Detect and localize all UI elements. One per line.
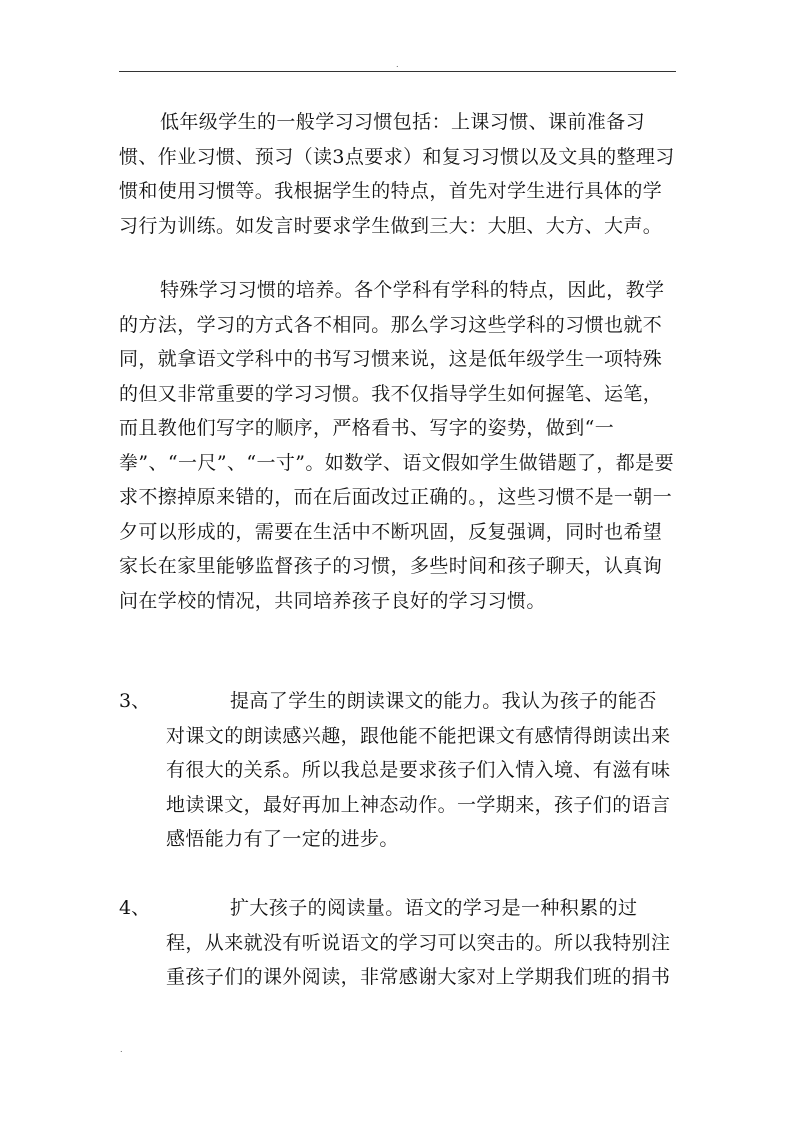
list-number: 4、 (119, 897, 151, 919)
list-number: 3、 (119, 690, 151, 712)
header-mark: . (396, 60, 399, 69)
list-item-text: 扩大孩子的阅读量。语文的学习是一种积累的过程，从来就没有听说语文的学习可以突击的。所以我特别注重孩子们的课外阅读，非常感谢大家对上学期我们班的捐书 (166, 897, 671, 988)
header-rule (119, 71, 676, 72)
paragraph-special-habits: 特殊学习习惯的培养。各个学科有学科的特点，因此，教学的方法，学习的方式各不相同。那么学习这些学科的习惯也就不同，就拿语文学科中的书写习惯来说，这是低年级学生一项特殊的但又非常重要的学习习惯。我不仅指导学生如何握笔、运笔，而且教他们写字的顺序，严格看书、写字的姿势，做到“一拳”、“一尺”、“一寸”。如数学、语文假如学生做错题了，都是要求不擦掉原来错的，而在后面改过正确的。，这些习惯不是一朝一夕可以形成的，需要在生活中不断巩固，反复强调，同时也希望家长在家里能够监督孩子的习惯，多些时间和孩子聊天，认真询问在学校的情况，共同培养孩子良好的学习习惯。 (119, 279, 674, 612)
list-item-text: 提高了学生的朗读课文的能力。我认为孩子的能否对课文的朗读感兴趣，跟他能不能把课文有感情得朗读出来有很大的关系。所以我总是要求孩子们入情入境、有滋有味地读课文，最好再加上神态动作。一学期来，孩子们的语言感悟能力有了一定的进步。 (166, 690, 671, 850)
footer-mark: . (120, 1045, 123, 1054)
paragraph-general-habits: 低年级学生的一般学习习惯包括：上课习惯、课前准备习惯、作业习惯、预习（读3点要求）和复习习惯以及文具的整理习惯和使用习惯等。我根据学生的特点，首先对学生进行具体的学习行为训练。如发言时要求学生做到三大：大胆、大方、大声。 (119, 111, 675, 237)
